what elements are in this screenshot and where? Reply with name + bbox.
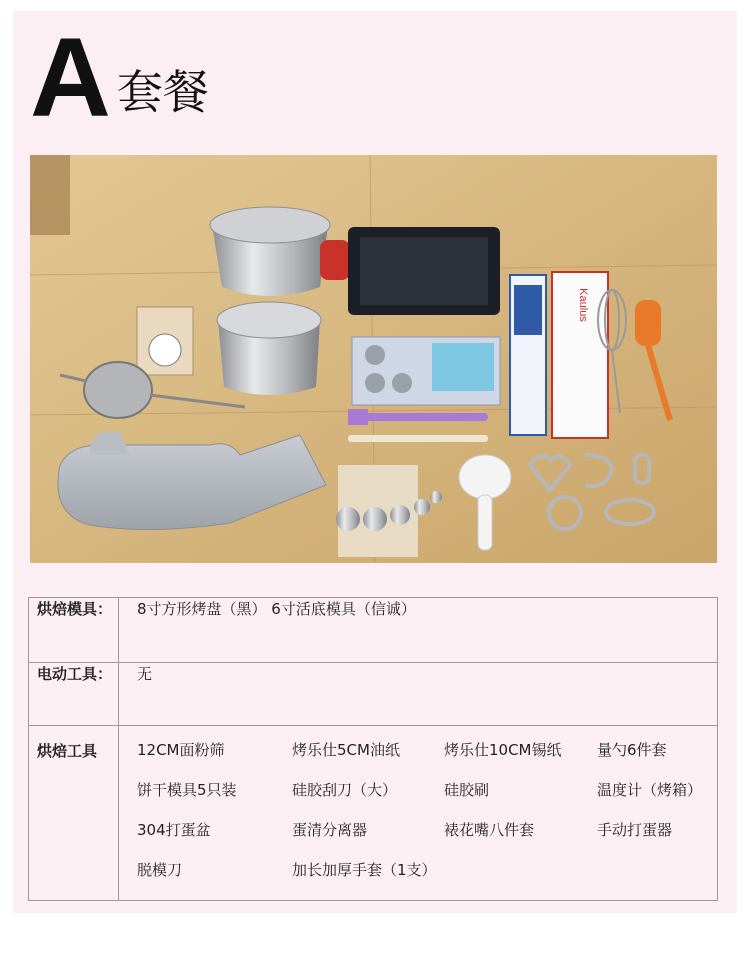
tool-item: 量勺6件套 bbox=[597, 741, 667, 759]
table-row bbox=[29, 663, 718, 726]
table-row bbox=[29, 598, 718, 663]
tool-item: 烤乐仕5CM油纸 bbox=[292, 741, 400, 759]
table-row bbox=[29, 726, 718, 901]
oven-thermometer bbox=[137, 307, 193, 375]
row-label: 烘焙工具 bbox=[29, 726, 119, 901]
parchment-paper-box bbox=[510, 275, 546, 435]
product-spec-table bbox=[28, 597, 718, 901]
release-knife bbox=[348, 435, 488, 442]
tool-item: 裱花嘴八件套 bbox=[444, 821, 535, 839]
tool-item: 硅胶刷 bbox=[444, 781, 490, 799]
row-label: 电动工具： bbox=[29, 663, 119, 726]
tools-list bbox=[137, 726, 717, 900]
title-letter: A bbox=[30, 15, 111, 140]
tools-cell bbox=[119, 726, 718, 901]
tool-item: 饼干模具5只装 bbox=[137, 781, 237, 799]
title-word: 套餐 bbox=[116, 65, 209, 119]
tool-item: 硅胶刮刀（大） bbox=[292, 781, 398, 799]
product-photo bbox=[30, 155, 717, 563]
row-value: 8寸方形烤盘（黑） 6寸活底模具（信诚） bbox=[119, 598, 718, 663]
foil-box bbox=[552, 272, 608, 438]
tool-item: 304打蛋盆 bbox=[137, 821, 211, 839]
tool-item: 手动打蛋器 bbox=[597, 821, 673, 839]
tool-item: 脱模刀 bbox=[137, 861, 183, 879]
tool-item: 温度计（烤箱） bbox=[597, 781, 703, 799]
row-label: 烘焙模具： bbox=[29, 598, 119, 663]
brand-label: Kaulus bbox=[577, 288, 589, 322]
round-cake-mold bbox=[217, 302, 321, 395]
square-baking-pan bbox=[348, 227, 500, 315]
row-value: 无 bbox=[119, 663, 718, 726]
tool-item: 加长加厚手套（1支） bbox=[292, 861, 437, 879]
page-title bbox=[30, 15, 209, 140]
tool-item: 蛋清分离器 bbox=[292, 821, 368, 839]
piping-tips-set bbox=[352, 337, 500, 405]
tool-item: 烤乐仕10CM锡纸 bbox=[444, 741, 562, 759]
tool-item: 12CM面粉筛 bbox=[137, 741, 225, 759]
